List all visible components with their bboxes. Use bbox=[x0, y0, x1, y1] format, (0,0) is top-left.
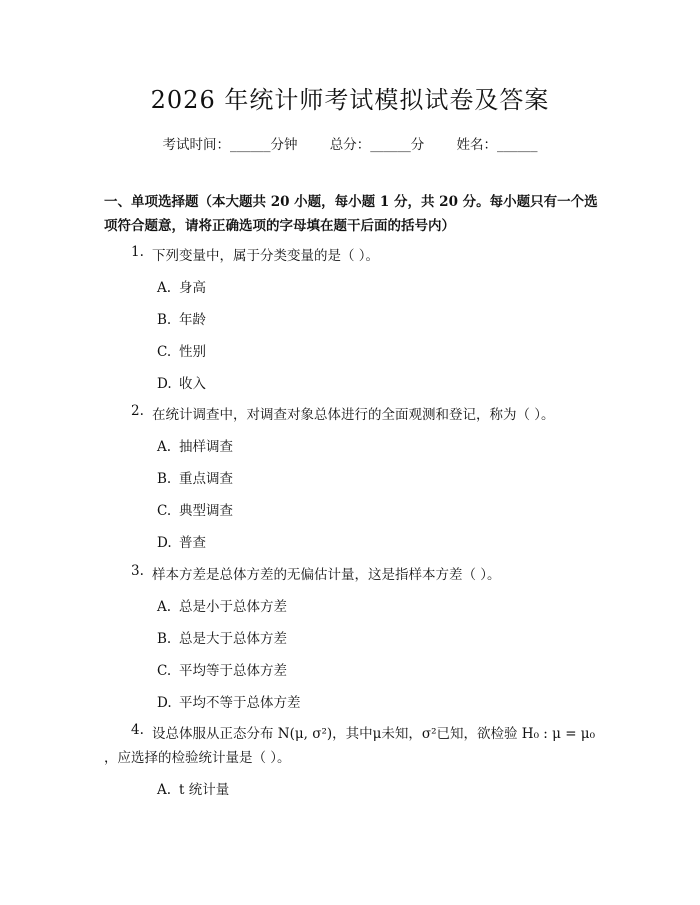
exam-time: 考试时间：______分钟 bbox=[162, 137, 298, 153]
option-text: 平均等于总体方差 bbox=[179, 663, 287, 679]
option bbox=[157, 276, 206, 296]
option bbox=[157, 340, 206, 360]
exam-name: 姓名：______ bbox=[456, 137, 538, 153]
question-text: 在统计调查中，对调查对象总体进行的全面观测和登记，称为（ ）。 bbox=[152, 407, 555, 423]
option-letter: A. bbox=[157, 782, 172, 798]
option bbox=[157, 691, 301, 711]
exam-meta bbox=[0, 133, 700, 153]
question-text: 样本方差是总体方差的无偏估计量，这是指样本方差（ ）。 bbox=[152, 567, 501, 583]
option-letter: D. bbox=[157, 376, 172, 392]
option-letter: B. bbox=[157, 312, 172, 328]
question-text: 设总体服从正态分布 N(μ, σ²)，其中μ未知，σ²已知，欲检验 H₀ : μ = μ₀ ，应选择的检验统计量是（ ）。 bbox=[104, 726, 595, 766]
option-text: 普查 bbox=[179, 535, 206, 551]
option-letter: B. bbox=[157, 471, 172, 487]
option-text: 总是大于总体方差 bbox=[179, 631, 287, 647]
option bbox=[157, 778, 229, 798]
option-text: 总是小于总体方差 bbox=[179, 599, 287, 615]
option-text: 平均不等于总体方差 bbox=[179, 695, 301, 711]
option bbox=[157, 595, 287, 615]
option bbox=[157, 372, 206, 392]
option-letter: D. bbox=[157, 535, 172, 551]
option-text: t 统计量 bbox=[179, 782, 230, 798]
option bbox=[157, 308, 206, 328]
option bbox=[157, 435, 233, 455]
option-letter: D. bbox=[157, 695, 172, 711]
option bbox=[157, 467, 233, 487]
option-letter: C. bbox=[157, 503, 172, 519]
option-letter: C. bbox=[157, 663, 172, 679]
question-number: 1. bbox=[131, 244, 144, 260]
option-letter: A. bbox=[157, 599, 172, 615]
question-text: 下列变量中，属于分类变量的是（ ）。 bbox=[152, 248, 380, 264]
option-text: 典型调查 bbox=[179, 503, 233, 519]
option-letter: C. bbox=[157, 344, 172, 360]
option-text: 重点调查 bbox=[179, 471, 233, 487]
option bbox=[157, 627, 287, 647]
question-number: 3. bbox=[131, 563, 144, 579]
option bbox=[157, 531, 206, 551]
option-text: 抽样调查 bbox=[179, 439, 233, 455]
option bbox=[157, 499, 233, 519]
question-number: 2. bbox=[131, 403, 144, 419]
option-text: 收入 bbox=[179, 376, 206, 392]
option bbox=[157, 659, 287, 679]
exam-score: 总分：______分 bbox=[329, 137, 425, 153]
option-text: 身高 bbox=[179, 280, 206, 296]
option-text: 年龄 bbox=[179, 312, 206, 328]
page-title: 2026 年统计师考试模拟试卷及答案 bbox=[150, 86, 550, 114]
option-text: 性别 bbox=[179, 344, 206, 360]
option-letter: B. bbox=[157, 631, 172, 647]
question-number: 4. bbox=[131, 722, 144, 738]
option-letter: A. bbox=[157, 280, 172, 296]
section-heading: 一、单项选择题（本大题共 20 小题，每小题 1 分，共 20 分。每小题只有一个选项符合题意，请将正确选项的字母填在题干后面的括号内） bbox=[104, 194, 598, 234]
option-letter: A. bbox=[157, 439, 172, 455]
